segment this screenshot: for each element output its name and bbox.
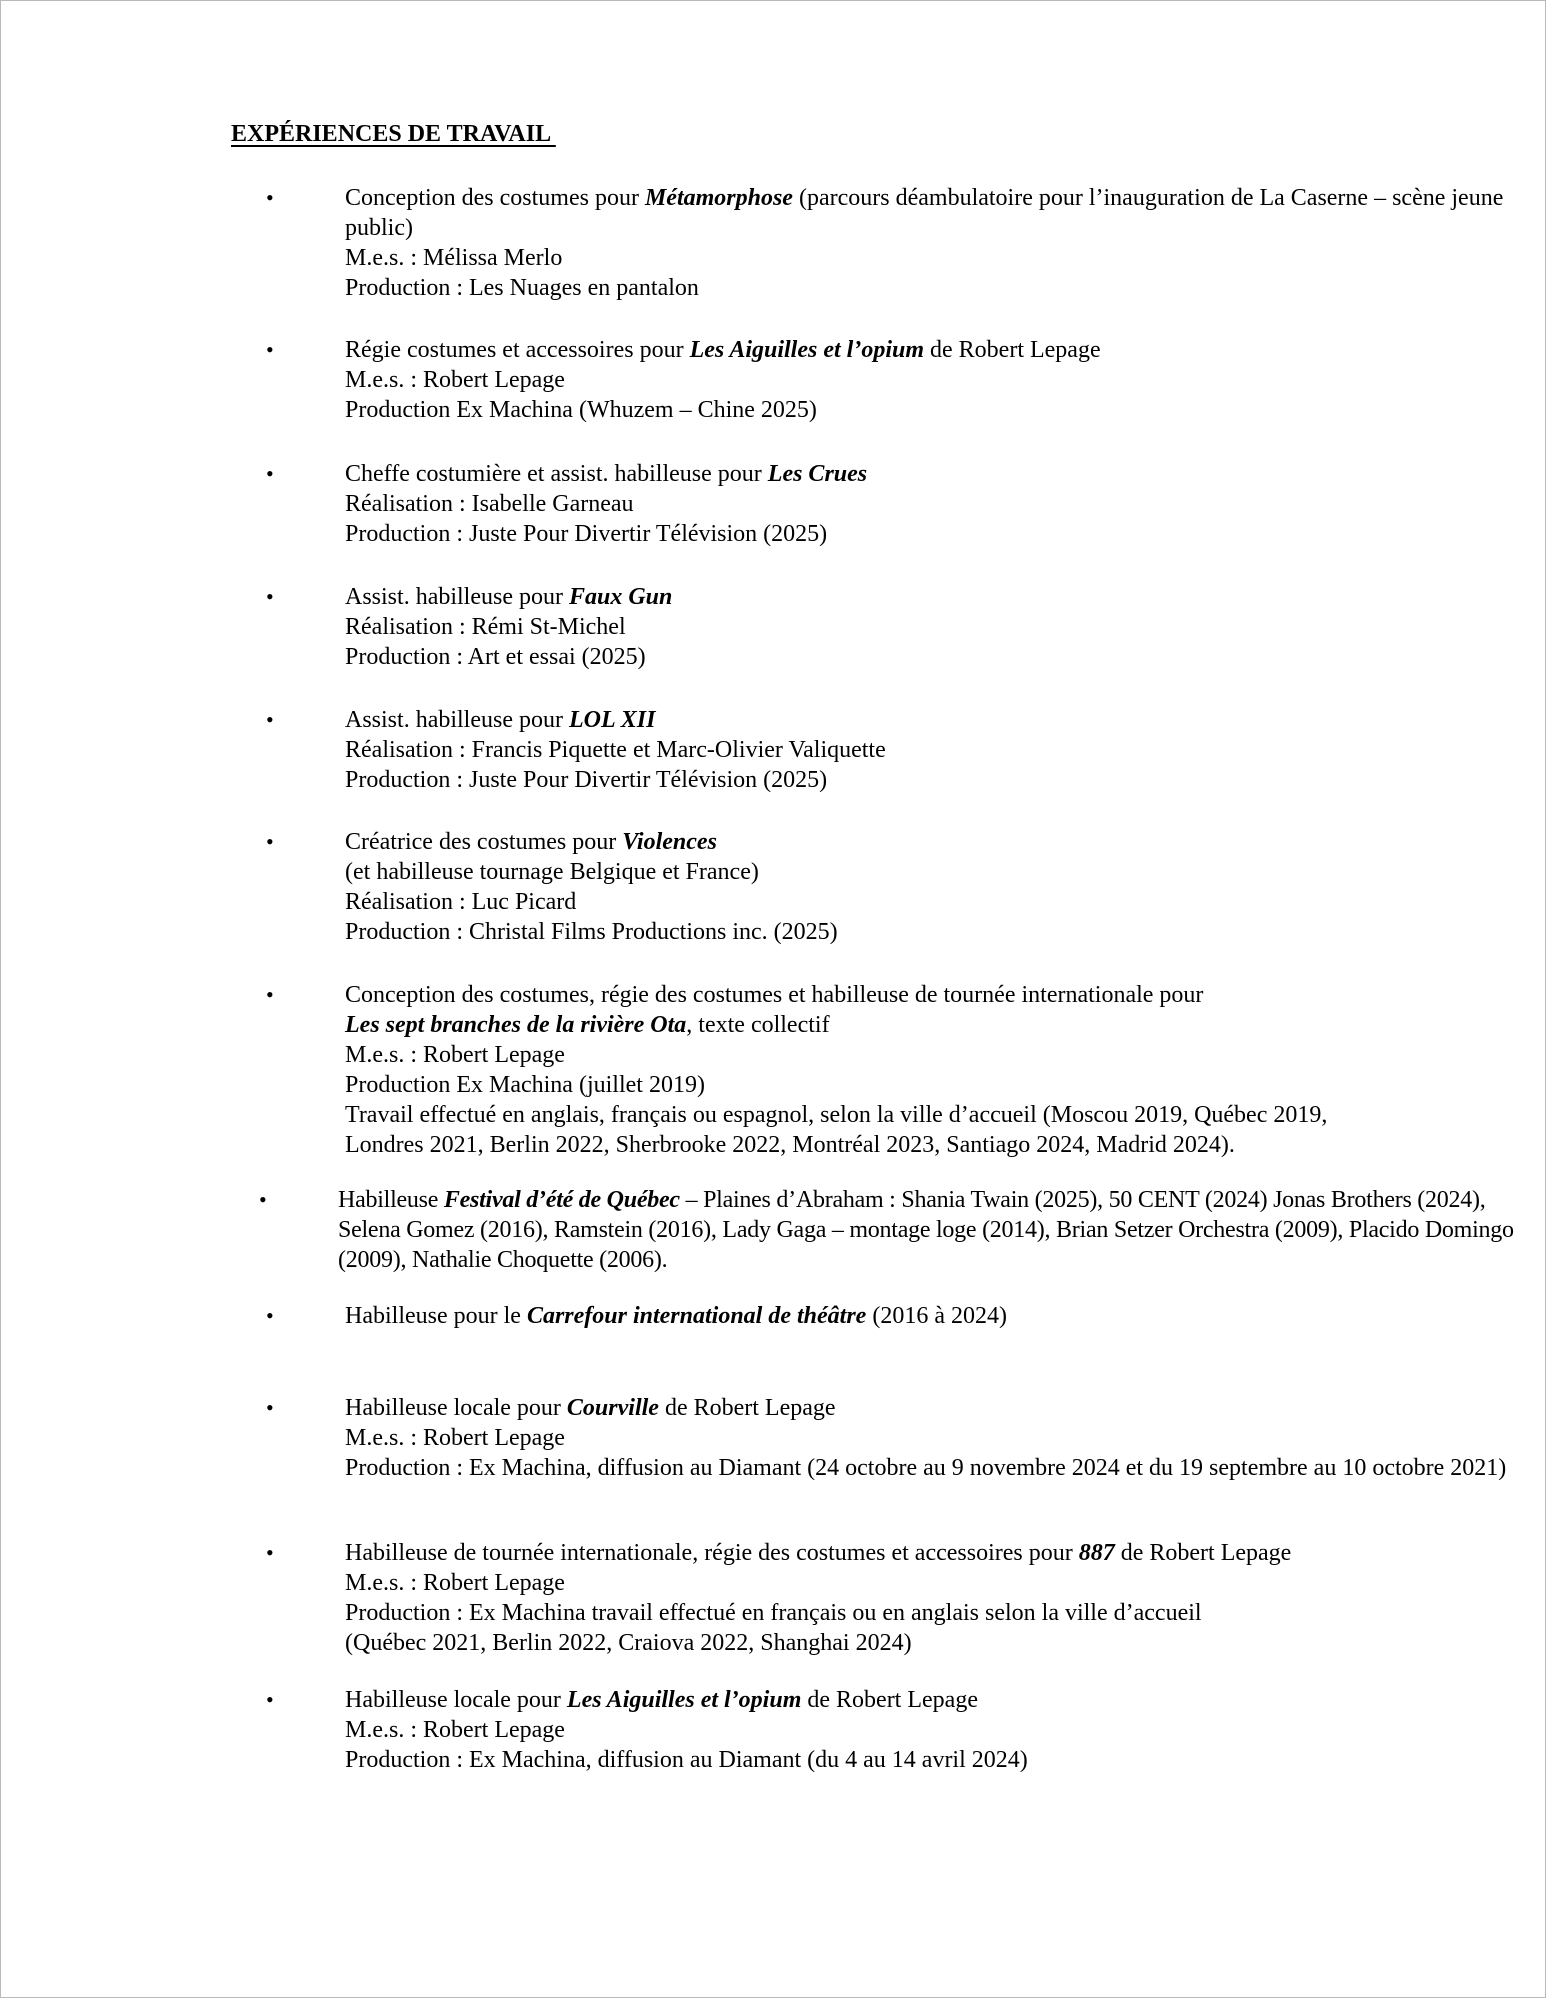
bullet-icon: • xyxy=(259,1187,267,1212)
entry-line: Travail effectué en anglais, français ou espagnol, selon la ville d’accueil (Moscou 2019, Québec 2019, xyxy=(345,1102,1328,1128)
bullet-icon: • xyxy=(266,1303,274,1328)
production-title: Les Aiguilles et l’opium xyxy=(566,1687,802,1713)
bullet-icon: • xyxy=(266,1687,274,1712)
entry-line: Production : Ex Machina, diffusion au Diamant (du 4 au 14 avril 2024) xyxy=(345,1747,1028,1773)
production-title: Festival d’été de Québec xyxy=(443,1187,680,1213)
entry-line: Réalisation : Francis Piquette et Marc-Olivier Valiquette xyxy=(345,737,886,763)
production-title: Courville xyxy=(566,1395,659,1421)
entry-line: M.e.s. : Mélissa Merlo xyxy=(345,245,563,271)
bullet-icon: • xyxy=(266,1395,274,1420)
entry-text xyxy=(345,335,1525,425)
bullet-icon: • xyxy=(266,1540,274,1565)
entry-heading: Conception des costumes, régie des costumes et habilleuse de tournée internationale pour xyxy=(345,982,1204,1008)
production-title: LOL XII xyxy=(568,707,656,733)
entry-heading: Cheffe costumière et assist. habilleuse pour Les Crues xyxy=(345,461,868,487)
bullet-icon: • xyxy=(266,707,274,732)
entry-line: M.e.s. : Robert Lepage xyxy=(345,1717,565,1743)
entry-text xyxy=(345,705,1525,795)
entry-text xyxy=(345,980,1525,1160)
production-title: Les Aiguilles et l’opium xyxy=(689,337,925,363)
entry-line: Production : Ex Machina travail effectué en français ou en anglais selon la ville d’accueil xyxy=(345,1600,1202,1626)
bullet-icon: • xyxy=(266,829,274,854)
production-title: Faux Gun xyxy=(568,584,673,610)
entry-line: Production : Ex Machina, diffusion au Diamant (24 octobre au 9 novembre 2024 et du 19 septembre au 10 octobre 2021) xyxy=(345,1455,1507,1481)
entry-heading: Habilleuse pour le Carrefour international de théâtre (2016 à 2024) xyxy=(345,1303,1007,1329)
entry-line: Production Ex Machina (juillet 2019) xyxy=(345,1072,705,1098)
entry-line: Production Ex Machina (Whuzem – Chine 2025) xyxy=(345,397,817,423)
entry-line: Production : Les Nuages en pantalon xyxy=(345,275,699,301)
entry-heading: Assist. habilleuse pour Faux Gun xyxy=(345,584,673,610)
entry-line: Production : Juste Pour Divertir Télévision (2025) xyxy=(345,521,828,547)
entry-line: Production : Art et essai (2025) xyxy=(345,644,646,670)
entry-heading: Habilleuse locale pour Courville de Robert Lepage xyxy=(345,1395,836,1421)
entry-line: M.e.s. : Robert Lepage xyxy=(345,1042,565,1068)
bullet-icon: • xyxy=(266,185,274,210)
production-title: 887 xyxy=(1078,1540,1115,1566)
entry-heading: Assist. habilleuse pour LOL XII xyxy=(345,707,656,733)
entry-text xyxy=(345,459,1525,549)
entry-line: (et habilleuse tournage Belgique et France) xyxy=(345,859,759,885)
entry-text xyxy=(345,1393,1510,1483)
entry-heading: Habilleuse Festival d’été de Québec – Plaines d’Abraham : Shania Twain (2025), 50 CENT (2024) Jonas Brothers (2024), Selena Gomez (2016), Ramstein (2016), Lady Gaga – montage loge (2014), Brian Setzer Orchestra (2009), Placido Domingo (2009), Nathalie Choquette (2006). xyxy=(338,1187,1514,1273)
entry-text xyxy=(345,183,1510,303)
entry-text xyxy=(345,1538,1525,1658)
entry-line: Réalisation : Rémi St-Michel xyxy=(345,614,626,640)
entry-line: Réalisation : Isabelle Garneau xyxy=(345,491,634,517)
entry-text xyxy=(345,827,1525,947)
entry-heading-cont: Les sept branches de la rivière Ota, texte collectif xyxy=(345,1012,830,1038)
entry-text xyxy=(345,582,1525,672)
entry-line: M.e.s. : Robert Lepage xyxy=(345,367,565,393)
section-heading: EXPÉRIENCES DE TRAVAIL xyxy=(231,121,556,147)
entry-text xyxy=(338,1185,1523,1275)
entry-heading: Régie costumes et accessoires pour Les Aiguilles et l’opium de Robert Lepage xyxy=(345,337,1101,363)
entry-line: Londres 2021, Berlin 2022, Sherbrooke 2022, Montréal 2023, Santiago 2024, Madrid 2024). xyxy=(345,1132,1235,1158)
entry-heading: Conception des costumes pour Métamorphose (parcours déambulatoire pour l’inauguration de La Caserne – scène jeune public) xyxy=(345,185,1504,241)
entry-text xyxy=(345,1301,1525,1331)
entry-line: Production : Christal Films Productions inc. (2025) xyxy=(345,919,838,945)
production-title: Les sept branches de la rivière Ota xyxy=(345,1012,687,1038)
bullet-icon: • xyxy=(266,461,274,486)
bullet-icon: • xyxy=(266,982,274,1007)
entry-heading: Créatrice des costumes pour Violences xyxy=(345,829,717,855)
production-title: Métamorphose xyxy=(644,185,793,211)
entry-text xyxy=(345,1685,1525,1775)
entry-line: M.e.s. : Robert Lepage xyxy=(345,1570,565,1596)
production-title: Les Crues xyxy=(767,461,868,487)
entry-line: Production : Juste Pour Divertir Télévision (2025) xyxy=(345,767,828,793)
production-title: Carrefour international de théâtre xyxy=(526,1303,867,1329)
entry-heading: Habilleuse locale pour Les Aiguilles et l’opium de Robert Lepage xyxy=(345,1687,978,1713)
entry-line: Réalisation : Luc Picard xyxy=(345,889,577,915)
production-title: Violences xyxy=(622,829,717,855)
bullet-icon: • xyxy=(266,584,274,609)
bullet-icon: • xyxy=(266,337,274,362)
entry-line: M.e.s. : Robert Lepage xyxy=(345,1425,565,1451)
entry-line: (Québec 2021, Berlin 2022, Craiova 2022, Shanghai 2024) xyxy=(345,1630,912,1656)
entry-heading: Habilleuse de tournée internationale, régie des costumes et accessoires pour 887 de Robert Lepage xyxy=(345,1540,1292,1566)
